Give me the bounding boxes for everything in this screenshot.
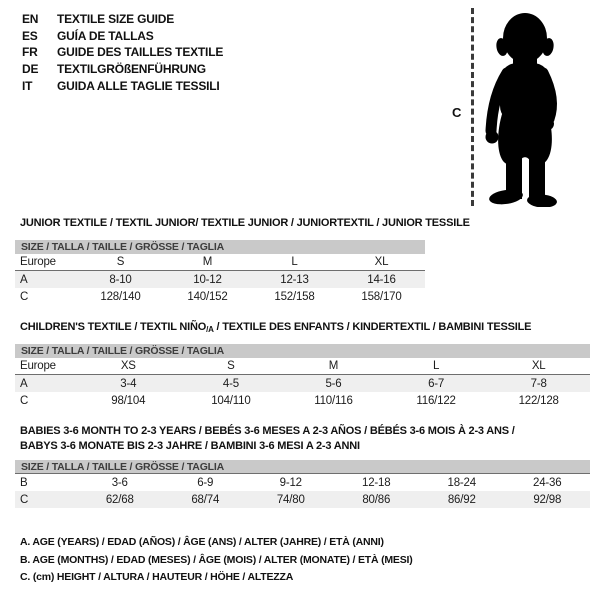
babies-section-title — [20, 424, 515, 454]
babies-title-line2: BABYS 3-6 MONATE BIS 2-3 JAHRE / BAMBINI 3-6 MESI A 2-3 ANNI — [20, 440, 360, 452]
table-row-europe — [15, 358, 590, 375]
height-cell: 68/74 — [191, 493, 220, 506]
language-row-de — [22, 61, 223, 78]
footnote-height-cm: C. (cm) HEIGHT / ALTURA / HAUTEUR / HÖHE / ALTEZZA — [20, 571, 294, 583]
height-cell: 98/104 — [111, 394, 146, 407]
size-header-bar: SIZE / TALLA / TAILLE / GRÖSSE / TAGLIA — [15, 460, 590, 474]
age-cell: 8-10 — [109, 273, 132, 286]
junior-size-table — [15, 240, 425, 305]
table-row-months — [15, 474, 590, 491]
table-row-height — [15, 491, 590, 508]
size-cell: S — [227, 360, 235, 372]
size-cell: XL — [374, 256, 389, 268]
babies-size-table — [15, 460, 590, 508]
language-title: GUIDE DES TAILLES TEXTILE — [57, 45, 224, 60]
age-cell: 14-16 — [367, 273, 396, 286]
table-row-europe — [15, 254, 425, 271]
size-cell: XL — [531, 360, 546, 372]
language-row-en — [22, 11, 223, 28]
table-row-height — [15, 288, 425, 305]
babies-title-line1: BABIES 3-6 MONTH TO 2-3 YEARS / BEBÉS 3-6 MESES A 2-3 AÑOS / BÉBÉS 3-6 MOIS À 2-3 ANS / — [20, 425, 515, 437]
height-cell: 158/170 — [361, 290, 402, 303]
row-label: Europe — [20, 256, 56, 268]
height-cell: 110/116 — [314, 394, 353, 407]
footnotes — [20, 536, 413, 589]
title-subscript: /A — [206, 325, 214, 334]
height-cell: 128/140 — [100, 290, 141, 303]
language-title: GUIDA ALLE TAGLIE TESSILI — [57, 78, 220, 93]
row-label: C — [20, 394, 29, 407]
language-header — [22, 11, 223, 94]
age-cell: 12-13 — [280, 273, 309, 286]
size-header-bar: SIZE / TALLA / TAILLE / GRÖSSE / TAGLIA — [15, 240, 425, 254]
height-cell: 74/80 — [276, 493, 305, 506]
row-label: C — [20, 290, 29, 303]
height-cell: 140/152 — [187, 290, 228, 303]
footnote-age-years: A. AGE (YEARS) / EDAD (AÑOS) / ÂGE (ANS) / ALTER (JAHRE) / ETÀ (ANNI) — [20, 536, 384, 548]
children-section-title — [20, 320, 531, 337]
height-cell: 86/92 — [447, 493, 476, 506]
table-row-age — [15, 271, 425, 288]
height-measure-figure — [452, 5, 598, 213]
months-cell: 24-36 — [533, 476, 562, 489]
age-cell: 6-7 — [428, 377, 445, 390]
language-code: IT — [22, 78, 33, 93]
height-cell: 152/158 — [274, 290, 315, 303]
row-label: B — [20, 476, 28, 489]
age-cell: 10-12 — [193, 273, 222, 286]
age-cell: 3-4 — [120, 377, 137, 390]
age-cell: 7-8 — [530, 377, 547, 390]
row-label: A — [20, 273, 28, 286]
size-cell: M — [202, 256, 213, 268]
row-label: Europe — [20, 360, 56, 372]
size-cell: M — [328, 360, 339, 372]
language-title: TEXTILGRÖßENFÜHRUNG — [57, 62, 206, 77]
size-cell: L — [291, 256, 298, 268]
height-cell: 62/68 — [105, 493, 134, 506]
size-header-bar: SIZE / TALLA / TAILLE / GRÖSSE / TAGLIA — [15, 344, 590, 358]
height-cell: 122/128 — [518, 394, 559, 407]
title-text: CHILDREN'S TEXTILE / TEXTIL NIÑO — [20, 321, 207, 333]
language-code: EN — [22, 12, 39, 27]
months-cell: 3-6 — [111, 476, 128, 489]
height-cell: 116/122 — [416, 394, 456, 407]
height-cell: 104/110 — [211, 394, 251, 407]
months-cell: 9-12 — [279, 476, 302, 489]
language-row-it — [22, 77, 223, 94]
table-row-age — [15, 375, 590, 392]
size-cell: L — [432, 360, 440, 372]
age-cell: 5-6 — [325, 377, 342, 390]
months-cell: 12-18 — [362, 476, 391, 489]
age-cell: 4-5 — [222, 377, 239, 390]
toddler-silhouette-icon — [479, 7, 571, 207]
height-dashed-line — [471, 8, 474, 206]
junior-section-title: JUNIOR TEXTILE / TEXTIL JUNIOR/ TEXTILE JUNIOR / JUNIORTEXTIL / JUNIOR TESSILE — [20, 217, 470, 229]
title-text: / TEXTILE DES ENFANTS / KINDERTEXTIL / BAMBINI TESSILE — [213, 321, 532, 333]
language-code: FR — [22, 45, 38, 60]
size-cell: S — [116, 256, 125, 268]
language-row-fr — [22, 44, 223, 61]
months-cell: 6-9 — [197, 476, 214, 489]
height-cell: 80/86 — [362, 493, 391, 506]
language-title: TEXTILE SIZE GUIDE — [57, 12, 175, 27]
size-cell: XS — [120, 360, 136, 372]
language-code: ES — [22, 28, 38, 43]
months-cell: 18-24 — [447, 476, 476, 489]
footnote-age-months: B. AGE (MONTHS) / EDAD (MESES) / ÂGE (MOIS) / ALTER (MONATE) / ETÀ (MESI) — [20, 553, 413, 566]
language-title: GUÍA DE TALLAS — [57, 28, 154, 43]
height-measure-label: C — [452, 105, 462, 120]
language-row-es — [22, 28, 223, 45]
table-row-height — [15, 392, 590, 409]
language-code: DE — [22, 62, 39, 77]
row-label: A — [20, 377, 28, 390]
children-size-table — [15, 344, 590, 409]
row-label: C — [20, 493, 29, 506]
height-cell: 92/98 — [533, 493, 562, 506]
